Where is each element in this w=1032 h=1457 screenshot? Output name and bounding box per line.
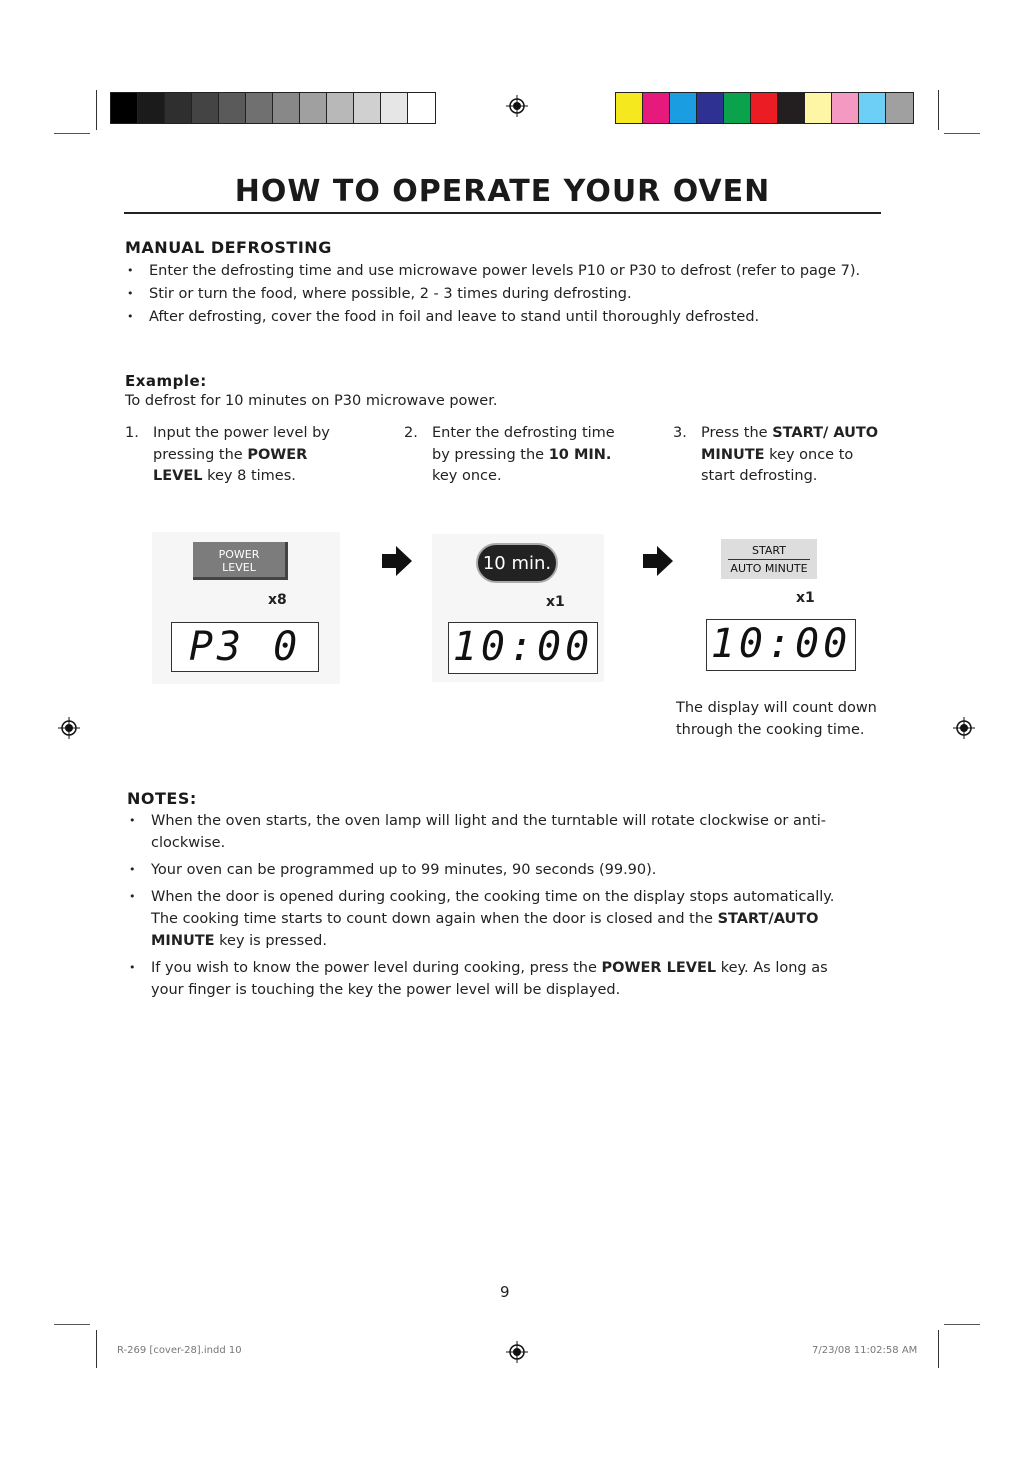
color-swatch <box>832 93 859 123</box>
color-calibration-bar <box>615 92 914 124</box>
arrow-right-icon <box>382 546 412 576</box>
color-swatch <box>246 93 273 123</box>
color-swatch <box>408 93 435 123</box>
crop-mark <box>54 1324 90 1325</box>
lcd-display: 10:00 <box>448 622 598 674</box>
defrost-bullets <box>125 260 905 333</box>
color-swatch <box>273 93 300 123</box>
power-level-key-icon: POWER LEVEL <box>193 542 288 580</box>
title-underline <box>124 212 881 214</box>
page-number: 9 <box>500 1283 510 1301</box>
color-swatch <box>381 93 408 123</box>
crop-mark <box>54 133 90 134</box>
ten-min-key-icon: 10 min. <box>476 543 558 583</box>
lcd-display: 10:00 <box>706 619 856 671</box>
list-item: • When the oven starts, the oven lamp will light and the turntable will rotate clockwise or anti-clockwise. <box>127 810 837 854</box>
color-swatch <box>724 93 751 123</box>
crop-mark <box>944 1324 980 1325</box>
color-swatch <box>111 93 138 123</box>
page-title: HOW TO OPERATE YOUR OVEN <box>234 174 771 209</box>
start-auto-minute-key-icon: START AUTO MINUTE <box>721 539 817 579</box>
crop-mark <box>938 90 939 130</box>
color-swatch <box>643 93 670 123</box>
arrow-right-icon <box>643 546 673 576</box>
color-swatch <box>886 93 913 123</box>
list-item: • If you wish to know the power level during cooking, press the POWER LEVEL key. As long as your finger is touching the key the power level will be displayed. <box>127 957 837 1001</box>
grayscale-color-bar <box>110 92 436 124</box>
crop-mark <box>944 133 980 134</box>
press-count: x1 <box>546 594 565 610</box>
color-swatch <box>354 93 381 123</box>
list-item: • Stir or turn the food, where possible, 2 - 3 times during defrosting. <box>125 283 905 305</box>
example-intro: To defrost for 10 minutes on P30 microwave power. <box>125 393 498 409</box>
countdown-note: The display will count down through the cooking time. <box>676 700 877 738</box>
crop-mark <box>96 1330 97 1368</box>
lcd-display: P3 0 <box>171 622 319 672</box>
registration-mark-icon <box>506 1341 528 1363</box>
color-swatch <box>192 93 219 123</box>
color-swatch <box>138 93 165 123</box>
notes-heading: NOTES: <box>127 789 197 808</box>
color-swatch <box>670 93 697 123</box>
example-heading: Example: <box>125 372 207 390</box>
footer-filename: R-269 [cover-28].indd 10 <box>117 1345 242 1356</box>
color-swatch <box>778 93 805 123</box>
crop-mark <box>938 1330 939 1368</box>
list-item: • After defrosting, cover the food in foil and leave to stand until thoroughly defrosted. <box>125 306 905 328</box>
color-swatch <box>697 93 724 123</box>
color-swatch <box>751 93 778 123</box>
notes-list <box>127 810 837 1006</box>
color-swatch <box>859 93 886 123</box>
registration-mark-icon <box>953 717 975 739</box>
registration-mark-icon <box>506 95 528 117</box>
list-item: • Your oven can be programmed up to 99 minutes, 90 seconds (99.90). <box>127 859 837 881</box>
color-swatch <box>300 93 327 123</box>
color-swatch <box>805 93 832 123</box>
crop-mark <box>96 90 97 130</box>
color-swatch <box>327 93 354 123</box>
press-count: x1 <box>796 590 815 606</box>
registration-mark-icon <box>58 717 80 739</box>
color-swatch <box>616 93 643 123</box>
section-heading: MANUAL DEFROSTING <box>125 238 332 257</box>
list-item: • When the door is opened during cooking, the cooking time on the display stops automatically. The cooking time starts to count down again when the door is closed and the START/AUTO MINUTE key is pressed. <box>127 886 837 952</box>
press-count: x8 <box>268 592 287 608</box>
color-swatch <box>165 93 192 123</box>
list-item: • Enter the defrosting time and use microwave power levels P10 or P30 to defrost (refer to page 7). <box>125 260 905 282</box>
footer-timestamp: 7/23/08 11:02:58 AM <box>812 1345 918 1356</box>
color-swatch <box>219 93 246 123</box>
